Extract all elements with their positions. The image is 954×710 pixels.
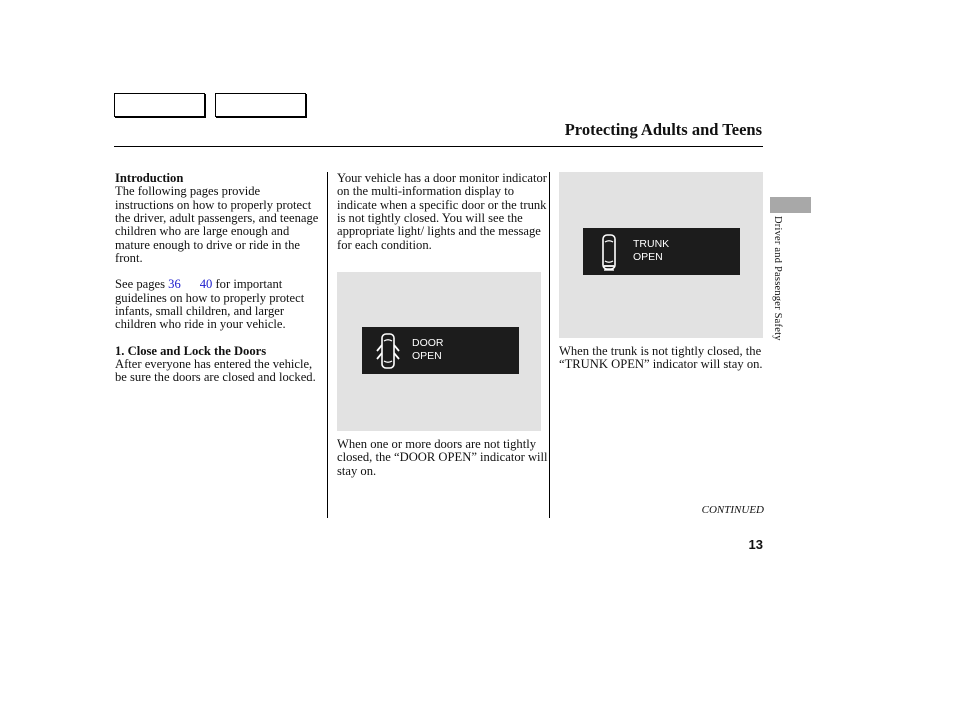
door-open-caption: When one or more doors are not tightly closed, the “DOOR OPEN” indicator will stay on. — [337, 437, 548, 478]
car-trunk-open-icon — [597, 232, 621, 272]
door-display-line-2: OPEN — [412, 350, 442, 362]
see-pages-text — [115, 278, 320, 331]
introduction-text: The following pages provide instructions on how to properly protect the driver, adult passengers, and teenage children who are large enough and mature enough to drive or ride in the front. — [115, 184, 319, 266]
door-open-illustration — [337, 272, 541, 431]
introduction-heading: Introduction — [115, 171, 184, 185]
column-2 — [337, 172, 547, 252]
trunk-open-display — [583, 228, 740, 275]
see-pages-prefix: See pages — [115, 277, 169, 292]
page-number: 13 — [748, 537, 763, 552]
door-open-display — [362, 327, 519, 374]
see-pages-suffix: for important guidelines on how to properly protect infants, small children, and larger children who ride in your vehicle. — [115, 277, 305, 332]
car-doors-open-icon — [376, 331, 400, 371]
section-tab-marker — [770, 197, 811, 213]
trunk-display-line-1: TRUNK — [633, 238, 670, 250]
section-side-label: Driver and Passenger Safety — [772, 216, 783, 341]
section-text: After everyone has entered the vehicle, be sure the doors are closed and locked. — [115, 357, 316, 385]
trunk-display-line-2: OPEN — [633, 251, 663, 263]
column-1 — [115, 172, 320, 385]
trunk-open-message — [633, 238, 669, 264]
section-heading: 1. Close and Lock the Doors — [115, 343, 267, 358]
title-divider — [114, 146, 763, 147]
door-monitor-text: Your vehicle has a door monitor indicator on the multi-information display to indicate when a specific door or the trunk is not tightly closed. You will see the appropriate light/ lights and the message for each condition. — [337, 171, 547, 252]
page-link-36[interactable]: 36 — [168, 277, 181, 292]
trunk-open-illustration — [559, 172, 763, 338]
nav-button-1[interactable] — [114, 93, 205, 117]
door-display-line-1: DOOR — [412, 337, 444, 349]
column-divider-1 — [327, 172, 328, 518]
page-link-40[interactable]: 40 — [199, 277, 213, 292]
door-open-message — [412, 337, 444, 363]
page-title: Protecting Adults and Teens — [564, 120, 762, 139]
trunk-open-caption: When the trunk is not tightly closed, the “TRUNK OPEN” indicator will stay on. — [559, 344, 763, 372]
continued-label: CONTINUED — [701, 504, 764, 516]
column-divider-2 — [549, 172, 550, 518]
nav-button-2[interactable] — [215, 93, 306, 117]
